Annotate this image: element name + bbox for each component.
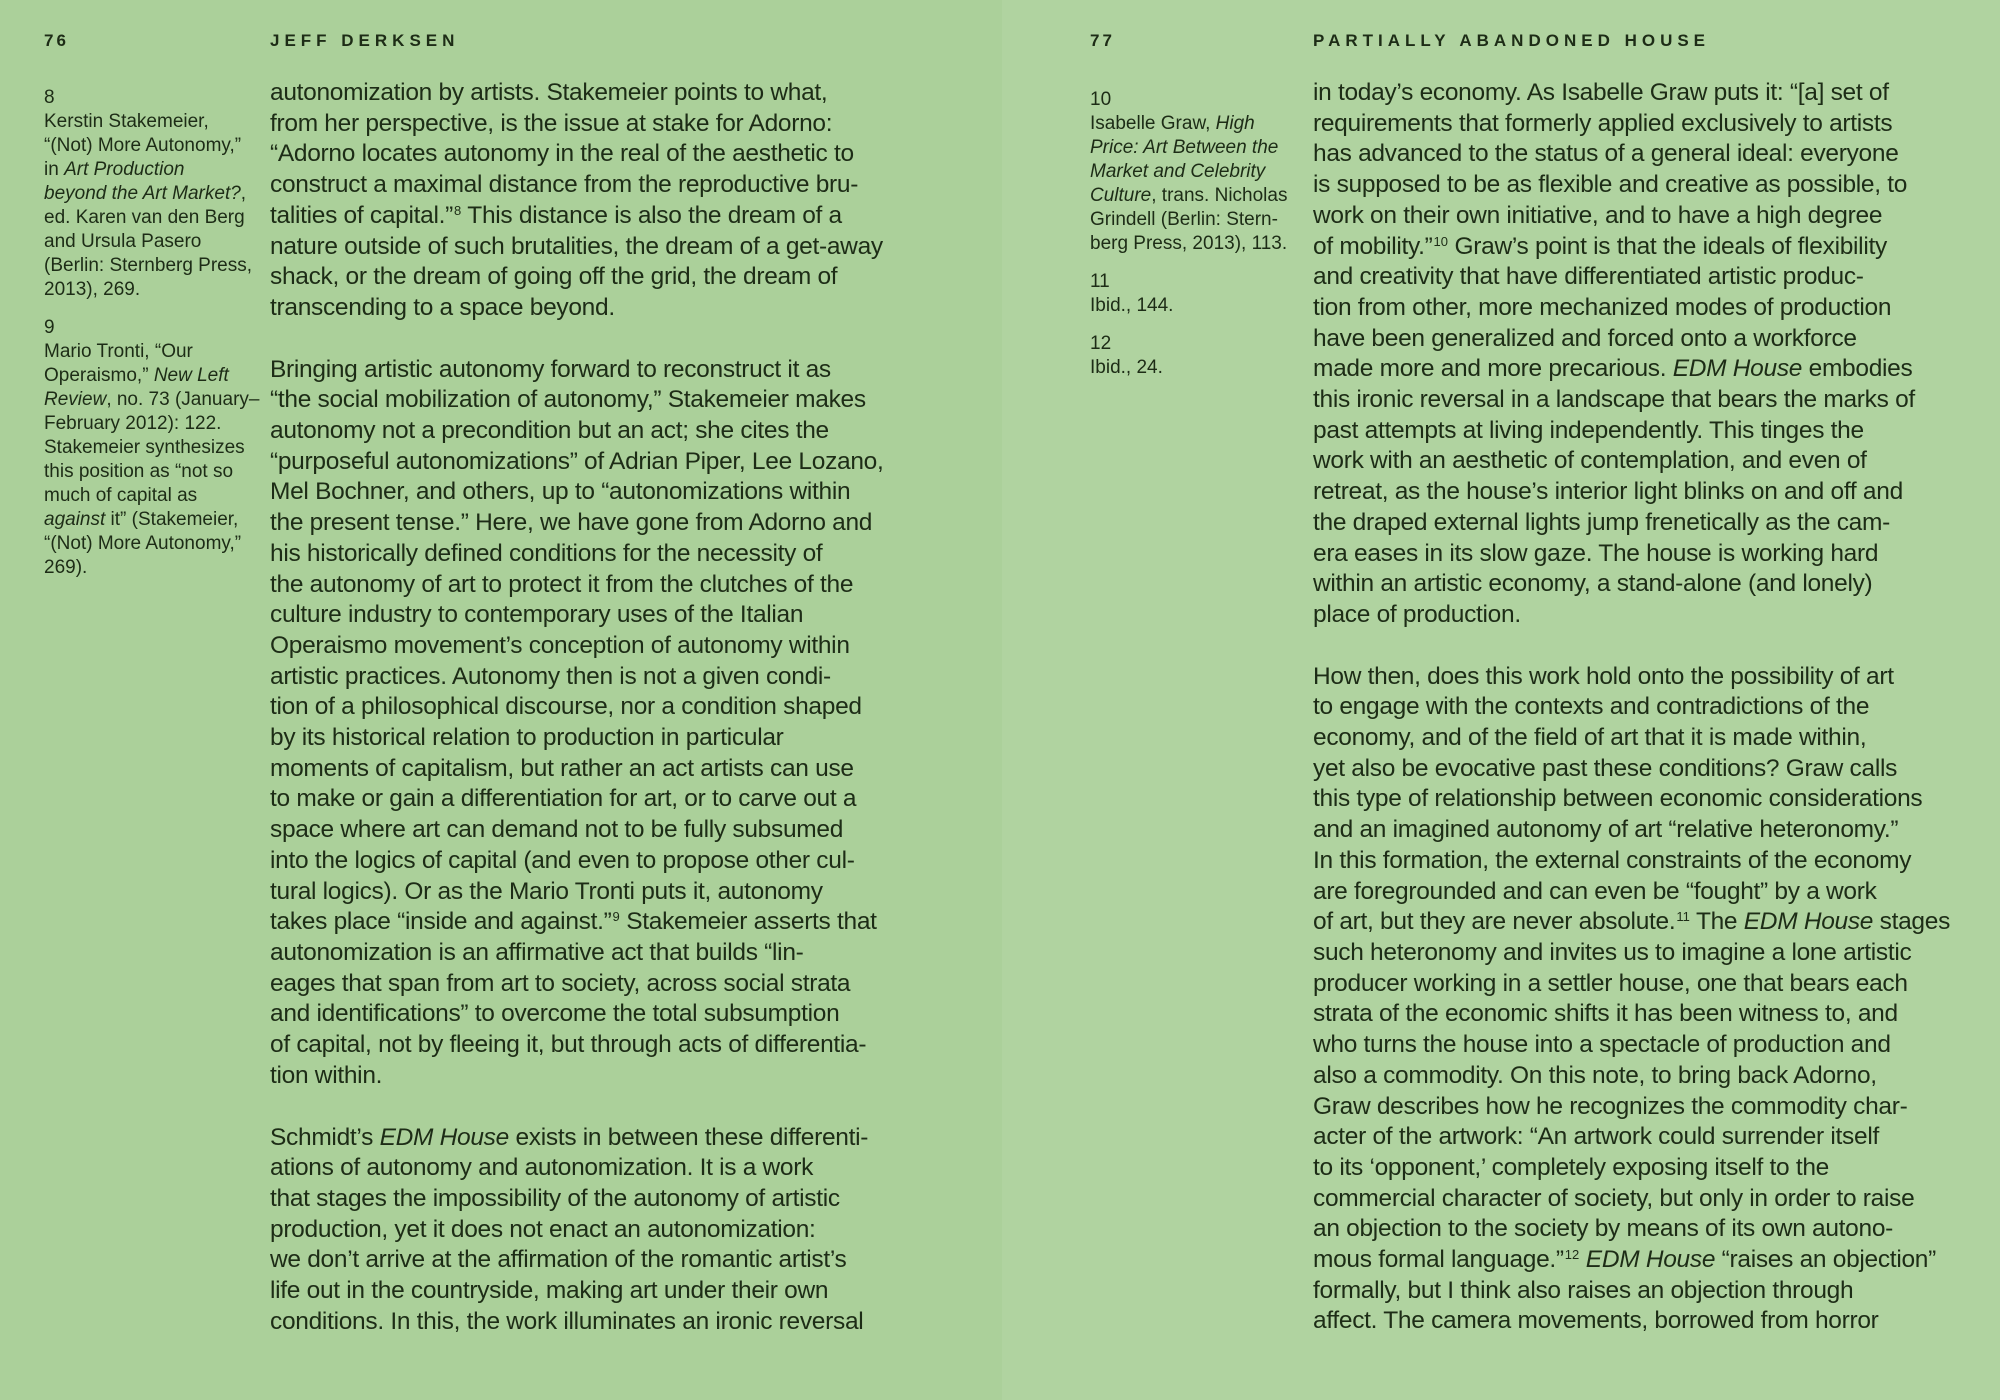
text-line: this ironic reversal in a landscape that bears the marks of: [1313, 386, 1915, 414]
footnote: [44, 316, 274, 580]
text-line: of art, but they are never absolute.$^{11}$ The EDM House stages: [1313, 908, 1951, 936]
text-line: artistic practices. Autonomy then is not a given condi-: [270, 662, 831, 690]
text-line: eages that span from art to society, across social strata: [270, 969, 851, 997]
running-header: PARTIALLY ABANDONED HOUSE: [1313, 31, 1711, 50]
text-line: have been generalized and forced onto a workforce: [1313, 324, 1857, 352]
footnote-number: 8: [44, 87, 55, 108]
text-line: has advanced to the status of a general ideal: everyone: [1313, 140, 1899, 168]
text-line: such heteronomy and invites us to imagine a lone artistic: [1313, 938, 1912, 966]
footnote-column: [1090, 88, 1320, 394]
text-line: nature outside of such brutalities, the dream of a get-away: [270, 232, 883, 260]
text-line: economy, and of the field of art that it is made within,: [1313, 724, 1867, 752]
text-line: life out in the countryside, making art under their own: [270, 1277, 829, 1305]
footnote-reference: 9: [612, 909, 620, 925]
text-line: [1090, 160, 1320, 184]
text-line: construct a maximal distance from the reproductive bru-: [270, 171, 859, 199]
body-text-column: [1313, 78, 1983, 1368]
text-line: mous formal language.”$^{12}$ EDM House “raises an objection”: [1313, 1246, 1936, 1274]
text-line: strata of the economic shifts it has been witness to, and: [1313, 1000, 1898, 1028]
text-line: and an imagined autonomy of art “relative heteronomy.”: [1313, 816, 1899, 844]
text-line: the draped external lights jump frenetically as the cam-: [1313, 508, 1890, 536]
text-line: 269).: [44, 557, 88, 578]
text-line: commercial character of society, but only in order to raise: [1313, 1184, 1915, 1212]
footnote: [1090, 270, 1320, 318]
footnote-reference: 11: [1676, 909, 1690, 925]
text-line: 2013), 269.: [44, 279, 141, 300]
text-line: are foregrounded and can even be “fought” by a work: [1313, 877, 1877, 905]
text-line: tion of a philosophical discourse, nor a condition shaped: [270, 693, 862, 721]
paragraph: [270, 355, 935, 1092]
text-line: culture industry to contemporary uses of the Italian: [270, 601, 804, 629]
text-line: conditions. In this, the work illuminates an ironic reversal: [270, 1307, 864, 1335]
text-line: and identifications” to overcome the total subsumption: [270, 1000, 840, 1028]
text-line: Bringing artistic autonomy forward to reconstruct it as: [270, 355, 831, 383]
italic-text: Art Production: [64, 159, 185, 180]
paragraph: [1313, 78, 1983, 631]
text-line: “(Not) More Autonomy,”: [44, 533, 242, 554]
text-line: his historically defined conditions for the necessity of: [270, 539, 823, 567]
text-line: by its historical relation to production in particular: [270, 724, 784, 752]
text-line: an objection to the society by means of its own autono-: [1313, 1215, 1894, 1243]
paragraph: [270, 78, 935, 324]
text-line: against it” (Stakemeier,: [44, 509, 239, 530]
text-line: ations of autonomy and autonomization. It is a work: [270, 1154, 814, 1182]
footnote-number: 10: [1090, 89, 1112, 110]
text-line: Graw describes how he recognizes the commodity char-: [1313, 1092, 1908, 1120]
footnote: [1090, 88, 1320, 256]
text-line: who turns the house into a spectacle of production and: [1313, 1031, 1891, 1059]
text-line: Kerstin Stakemeier,: [44, 111, 209, 132]
text-line: tion from other, more mechanized modes of production: [1313, 293, 1892, 321]
italic-text: Culture: [1090, 185, 1152, 206]
text-line: Operaismo,” New Left: [44, 365, 229, 386]
running-header: JEFF DERKSEN: [270, 31, 460, 50]
text-line: into the logics of capital (and even to propose other cul-: [270, 846, 855, 874]
text-line: formally, but I think also raises an objection through: [1313, 1276, 1854, 1304]
text-line: Mel Bochner, and others, up to “autonomizations within: [270, 478, 851, 506]
italic-text: EDM House: [1672, 355, 1803, 383]
footnote: [44, 86, 274, 302]
text-line: “Adorno locates autonomy in the real of the aesthetic to: [270, 140, 854, 168]
text-line: Culture, trans. Nicholas: [1090, 185, 1288, 206]
text-line: [1090, 136, 1320, 160]
footnote-column: [44, 86, 274, 594]
text-line: ed. Karen van den Berg: [44, 207, 245, 228]
page-number: 76: [44, 31, 69, 50]
text-line: work on their own initiative, and to have a high degree: [1313, 201, 1883, 229]
text-line: this type of relationship between economic considerations: [1313, 785, 1923, 813]
italic-text: High: [1215, 113, 1255, 134]
text-line: February 2012): 122.: [44, 413, 222, 434]
text-line: to engage with the contexts and contradictions of the: [1313, 693, 1870, 721]
italic-text: EDM House: [1743, 908, 1874, 936]
text-line: acter of the artwork: “An artwork could surrender itself: [1313, 1123, 1879, 1151]
text-line: shack, or the dream of going off the grid, the dream of: [270, 263, 838, 291]
text-line: of capital, not by fleeing it, but through acts of differentia-: [270, 1031, 867, 1059]
text-line: much of capital as: [44, 485, 198, 506]
text-line: of mobility.”$^{10}$ Graw’s point is that the ideals of flexibility: [1313, 232, 1887, 260]
text-line: within an artistic economy, a stand-alone (and lonely): [1313, 570, 1873, 598]
footnote-reference: 8: [453, 202, 462, 218]
text-line: autonomization by artists. Stakemeier points to what,: [270, 79, 828, 106]
text-line: autonomization is an affirmative act that builds “lin-: [270, 938, 804, 966]
text-line: “(Not) More Autonomy,”: [44, 135, 242, 156]
text-line: yet also be evocative past these conditions? Graw calls: [1313, 754, 1898, 782]
text-line: requirements that formerly applied exclusively to artists: [1313, 109, 1893, 137]
text-line: work with an aesthetic of contemplation, and even of: [1313, 447, 1867, 475]
italic-text: beyond the Art Market?: [44, 183, 241, 204]
text-line: beyond the Art Market?,: [44, 183, 247, 204]
text-line: producer working in a settler house, one that bears each: [1313, 969, 1908, 997]
paragraph: [1313, 662, 1983, 1337]
italic-text: EDM House: [379, 1123, 509, 1151]
text-line: Stakemeier synthesizes: [44, 437, 245, 458]
footnote: [1090, 332, 1320, 380]
text-line: to its ‘opponent,’ completely exposing itself to the: [1313, 1153, 1829, 1181]
text-line: How then, does this work hold onto the possibility of art: [1313, 662, 1894, 690]
text-line: Isabelle Graw, High: [1090, 113, 1255, 134]
text-line: In this formation, the external constraints of the economy: [1313, 846, 1912, 874]
text-line: from her perspective, is the issue at stake for Adorno:: [270, 109, 833, 137]
body-text-column: [270, 78, 935, 1368]
text-line: era eases in its slow gaze. The house is working hard: [1313, 539, 1879, 567]
text-line: talities of capital.”$^8$ This distance is also the dream of a: [270, 201, 842, 229]
text-line: tion within.: [270, 1061, 383, 1089]
text-line: tural logics). Or as the Mario Tronti puts it, autonomy: [270, 877, 823, 905]
italic-text: Market and Celebrity: [1090, 161, 1266, 182]
footnote-reference: 10: [1433, 233, 1449, 249]
text-line: Schmidt’s EDM House exists in between these differenti-: [270, 1123, 869, 1151]
text-line: Ibid., 144.: [1090, 295, 1174, 316]
text-line: “purposeful autonomizations” of Adrian Piper, Lee Lozano,: [270, 447, 884, 475]
text-line: in Art Production: [44, 159, 185, 180]
italic-text: Price: Art Between the: [1090, 137, 1279, 158]
text-line: retreat, as the house’s interior light blinks on and off and: [1313, 478, 1903, 506]
text-line: Mario Tronti, “Our: [44, 341, 193, 362]
text-line: space where art can demand not to be fully subsumed: [270, 816, 844, 844]
page-number: 77: [1090, 31, 1115, 50]
footnote-number: 11: [1090, 271, 1110, 292]
text-line: Operaismo movement’s conception of autonomy within: [270, 631, 850, 659]
text-line: Ibid., 24.: [1090, 357, 1163, 378]
paragraph: [270, 1123, 935, 1338]
text-line: the autonomy of art to protect it from the clutches of the: [270, 570, 854, 598]
text-line: moments of capitalism, but rather an act artists can use: [270, 754, 854, 782]
text-line: and Ursula Pasero: [44, 231, 202, 252]
text-line: made more and more precarious. EDM House embodies: [1313, 355, 1913, 383]
text-line: we don’t arrive at the affirmation of the romantic artist’s: [270, 1246, 847, 1274]
text-line: berg Press, 2013), 113.: [1090, 233, 1288, 254]
text-line: is supposed to be as flexible and creative as possible, to: [1313, 171, 1908, 199]
italic-text: against: [44, 509, 106, 530]
page-right: [1002, 0, 2000, 1400]
text-line: past attempts at living independently. This tinges the: [1313, 416, 1864, 444]
text-line: the present tense.” Here, we have gone from Adorno and: [270, 509, 873, 537]
footnote-number: 9: [44, 317, 55, 338]
footnote-reference: 12: [1564, 1247, 1580, 1263]
text-line: autonomy not a precondition but an act; she cites the: [270, 417, 829, 445]
text-line: (Berlin: Sternberg Press,: [44, 255, 253, 276]
footnote-number: 12: [1090, 333, 1112, 354]
text-line: “the social mobilization of autonomy,” Stakemeier makes: [270, 386, 866, 414]
text-line: that stages the impossibility of the autonomy of artistic: [270, 1184, 840, 1212]
italic-text: Review: [44, 389, 107, 410]
text-line: in today’s economy. As Isabelle Graw puts it: “[a] set of: [1313, 79, 1889, 106]
text-line: transcending to a space beyond.: [270, 293, 615, 321]
italic-text: EDM House: [1585, 1246, 1716, 1274]
text-line: affect. The camera movements, borrowed from horror: [1313, 1307, 1879, 1335]
text-line: takes place “inside and against.”$^9$ Stakemeier asserts that: [270, 908, 877, 936]
text-line: to make or gain a differentiation for art, or to carve out a: [270, 785, 857, 813]
text-line: production, yet it does not enact an autonomization:: [270, 1215, 816, 1243]
text-line: Grindell (Berlin: Stern-: [1090, 209, 1278, 230]
text-line: place of production.: [1313, 600, 1521, 628]
italic-text: New Left: [153, 365, 229, 386]
text-line: also a commodity. On this note, to bring back Adorno,: [1313, 1061, 1877, 1089]
text-line: this position as “not so: [44, 461, 234, 482]
text-line: and creativity that have differentiated artistic produc-: [1313, 263, 1864, 291]
text-line: Review, no. 73 (January–: [44, 389, 260, 410]
